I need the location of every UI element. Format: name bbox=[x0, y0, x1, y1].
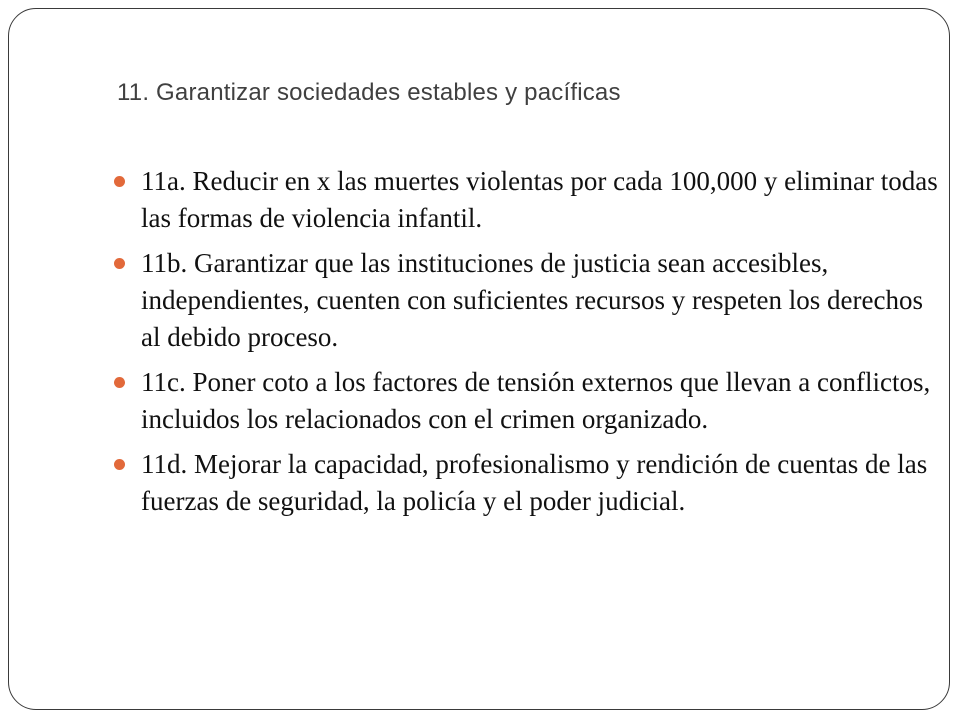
bullet-dot-icon bbox=[114, 258, 125, 269]
bullet-dot-icon bbox=[114, 176, 125, 187]
bullet-text-11b: 11b. Garantizar que las instituciones de justicia sean accesibles, independientes, cuenten con suficientes recursos y respeten los derechos al debido proceso. bbox=[141, 248, 923, 352]
bullet-list bbox=[109, 163, 939, 528]
bullet-item-11d bbox=[109, 446, 939, 520]
bullet-item-11b bbox=[109, 245, 939, 356]
bullet-item-11a bbox=[109, 163, 939, 237]
bullet-dot-icon bbox=[114, 459, 125, 470]
bullet-text-11c: 11c. Poner coto a los factores de tensión externos que llevan a conflictos, incluidos los relacionados con el crimen organizado. bbox=[141, 367, 931, 434]
slide-frame bbox=[8, 8, 950, 710]
bullet-text-11a: 11a. Reducir en x las muertes violentas por cada 100,000 y eliminar todas las formas de violencia infantil. bbox=[141, 166, 938, 233]
bullet-dot-icon bbox=[114, 377, 125, 388]
bullet-text-11d: 11d. Mejorar la capacidad, profesionalismo y rendición de cuentas de las fuerzas de seguridad, la policía y el poder judicial. bbox=[141, 449, 928, 516]
bullet-item-11c bbox=[109, 364, 939, 438]
slide-title: 11. Garantizar sociedades estables y pacíficas bbox=[117, 79, 621, 106]
